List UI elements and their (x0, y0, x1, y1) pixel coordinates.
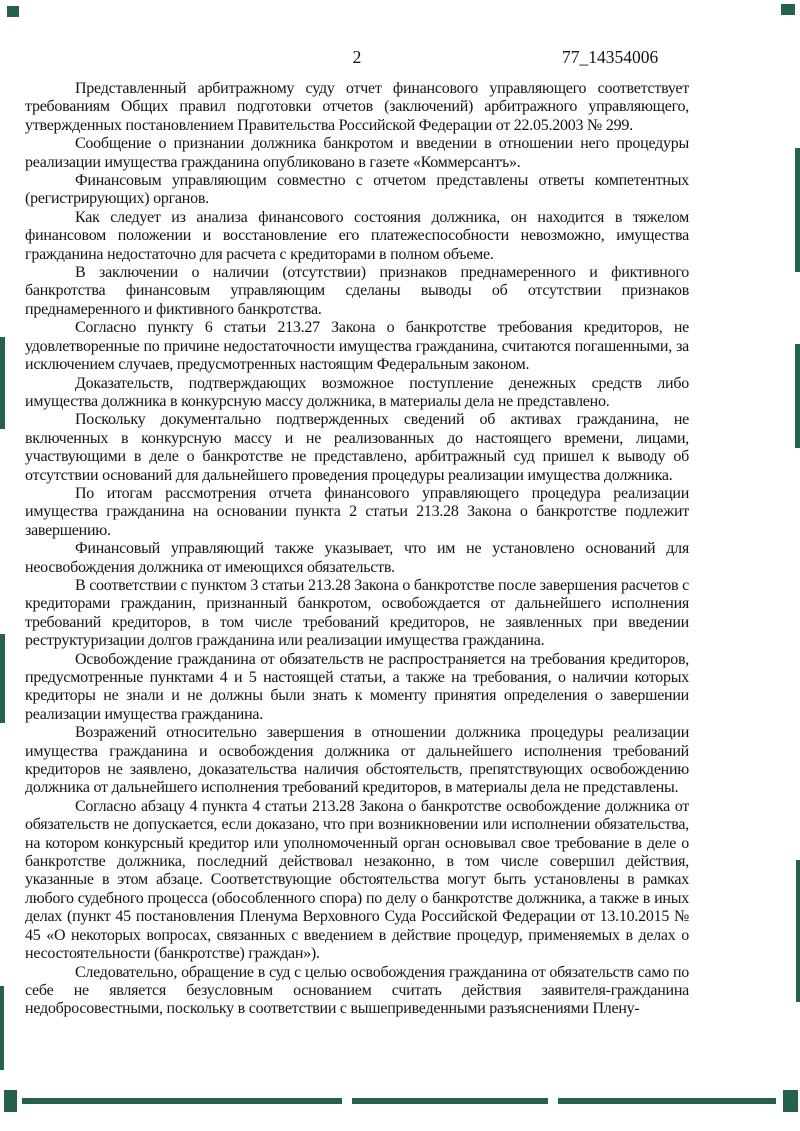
scan-edge-mark-right-2 (795, 344, 800, 448)
paragraph-6: Согласно пункту 6 статьи 213.27 Закона о банкротстве требования кредиторов, не удовлетворенные по причине недостаточности имущества гражданина, считаются погашенными, за исключением случаев, предусмотренных настоящим Федеральным законом. (25, 319, 689, 374)
scan-edge-mark-bottom-left (4, 1090, 17, 1112)
scan-edge-mark-right-1 (795, 148, 800, 272)
paragraph-10: Финансовый управляющий также указывает, что им не установлено оснований для неосвобождения должника от имеющихся обязательств. (25, 540, 689, 576)
scan-edge-mark-bottom-right (783, 1090, 798, 1112)
scan-edge-mark-top-left (7, 6, 19, 17)
document-body (25, 80, 689, 1019)
paragraph-12: Освобождение гражданина от обязательств не распространяется на требования кредиторов, предусмотренные пунктами 4 и 5 настоящей статьи, а также на требования, о наличии которых кредиторы не знали и не должны были знать к моменту принятия определения о завершении реализации имущества гражданина. (25, 650, 689, 723)
page-header (25, 46, 689, 70)
paragraph-5: В заключении о наличии (отсутствии) признаков преднамеренного и фиктивного банкротства финансовым управляющим сделаны выводы об отсутствии признаков преднамеренного и фиктивного банкротства. (25, 264, 689, 318)
scan-edge-mark-bottom-2 (352, 1098, 548, 1104)
paragraph-9: По итогам рассмотрения отчета финансового управляющего процедура реализации имущества гражданина на основании пункта 2 статьи 213.28 Закона о банкротстве подлежит завершению. (25, 484, 689, 539)
scan-edge-mark-left-2 (0, 634, 5, 723)
scan-edge-mark-top-right (781, 4, 795, 15)
paragraph-4: Как следует из анализа финансового состояния должника, он находится в тяжелом финансовом положении и восстановление его платежеспособности невозможно, имущества гражданина недостаточно для расчета с кредиторами в полном объеме. (25, 208, 689, 263)
paragraph-1: Представленный арбитражному суду отчет финансового управляющего соответствует требованиям Общих правил подготовки отчетов (заключений) арбитражного управляющего, утвержденных постановлением Правительства Российской Федерации от 22.05.2003 № 299. (25, 80, 689, 134)
paragraph-14: Согласно абзацу 4 пункта 4 статьи 213.28 Закона о банкротстве освобождение должника от обязательств не допускается, если доказано, что при возникновении или исполнении обязательства, на котором конкурсный кредитор или уполномоченный орган основывал свое требование в деле о банкротстве должника, последний действовал незаконно, в том числе совершил действия, указанные в этом абзаце. Соответствующие обстоятельства могут быть установлены в рамках любого судебного процесса (обособленного спора) по делу о банкротстве должника, а также в иных делах (пункт 45 постановления Пленума Верховного Суда Российской Федерации от 13.10.2015 № 45 «О некоторых вопросах, связанных с введением в действие процедур, применяемых в делах о несостоятельности (банкротстве) граждан»). (25, 797, 689, 963)
scan-edge-mark-left-1 (0, 337, 5, 429)
paragraph-8: Поскольку документально подтвержденных сведений об активах гражданина, не включенных в конкурсную массу и не реализованных до настоящего времени, лицами, участвующими в деле о банкротстве не представлено, арбитражный суд пришел к выводу об отсутствии оснований для дальнейшего проведения процедуры реализации имущества должника. (25, 411, 689, 484)
scan-edge-mark-left-3 (0, 986, 4, 1070)
paragraph-2: Сообщение о признании должника банкротом и введении в отношении него процедуры реализации имущества гражданина опубликовано в газете «Коммерсантъ». (25, 135, 689, 171)
paragraph-15: Следовательно, обращение в суд с целью освобождения гражданина от обязательств само по себе не является безусловным основанием считать действия заявителя-гражданина недобросовестными, поскольку в соответствии с вышеприведенными разъяснениями Плену- (25, 963, 689, 1018)
scan-edge-mark-bottom-1 (22, 1098, 342, 1104)
case-number: 77_14354006 (562, 47, 659, 67)
scan-edge-mark-bottom-3 (558, 1098, 776, 1104)
page-number: 2 (352, 47, 362, 67)
paragraph-13: Возражений относительно завершения в отношении должника процедуры реализации имущества гражданина и освобождения должника от дальнейшего исполнения требований кредиторов не заявлено, доказательства наличия обстоятельств, препятствующих освобождению должника от дальнейшего исполнения требований кредиторов, в материалы дела не представлены. (25, 724, 689, 797)
scan-edge-mark-right-3 (796, 860, 800, 1002)
paragraph-11: В соответствии с пунктом 3 статьи 213.28 Закона о банкротстве после завершения расчетов с кредиторами гражданин, признанный банкротом, освобождается от дальнейшего исполнения требований кредиторов, в том числе требований кредиторов, не заявленных при введении реструктуризации долгов гражданина или реализации имущества гражданина. (25, 576, 689, 650)
paragraph-7: Доказательств, подтверждающих возможное поступление денежных средств либо имущества должника в конкурсную массу должника, в материалы дела не представлено. (25, 374, 689, 410)
paragraph-3: Финансовым управляющим совместно с отчетом представлены ответы компетентных (регистрирующих) органов. (25, 172, 689, 208)
